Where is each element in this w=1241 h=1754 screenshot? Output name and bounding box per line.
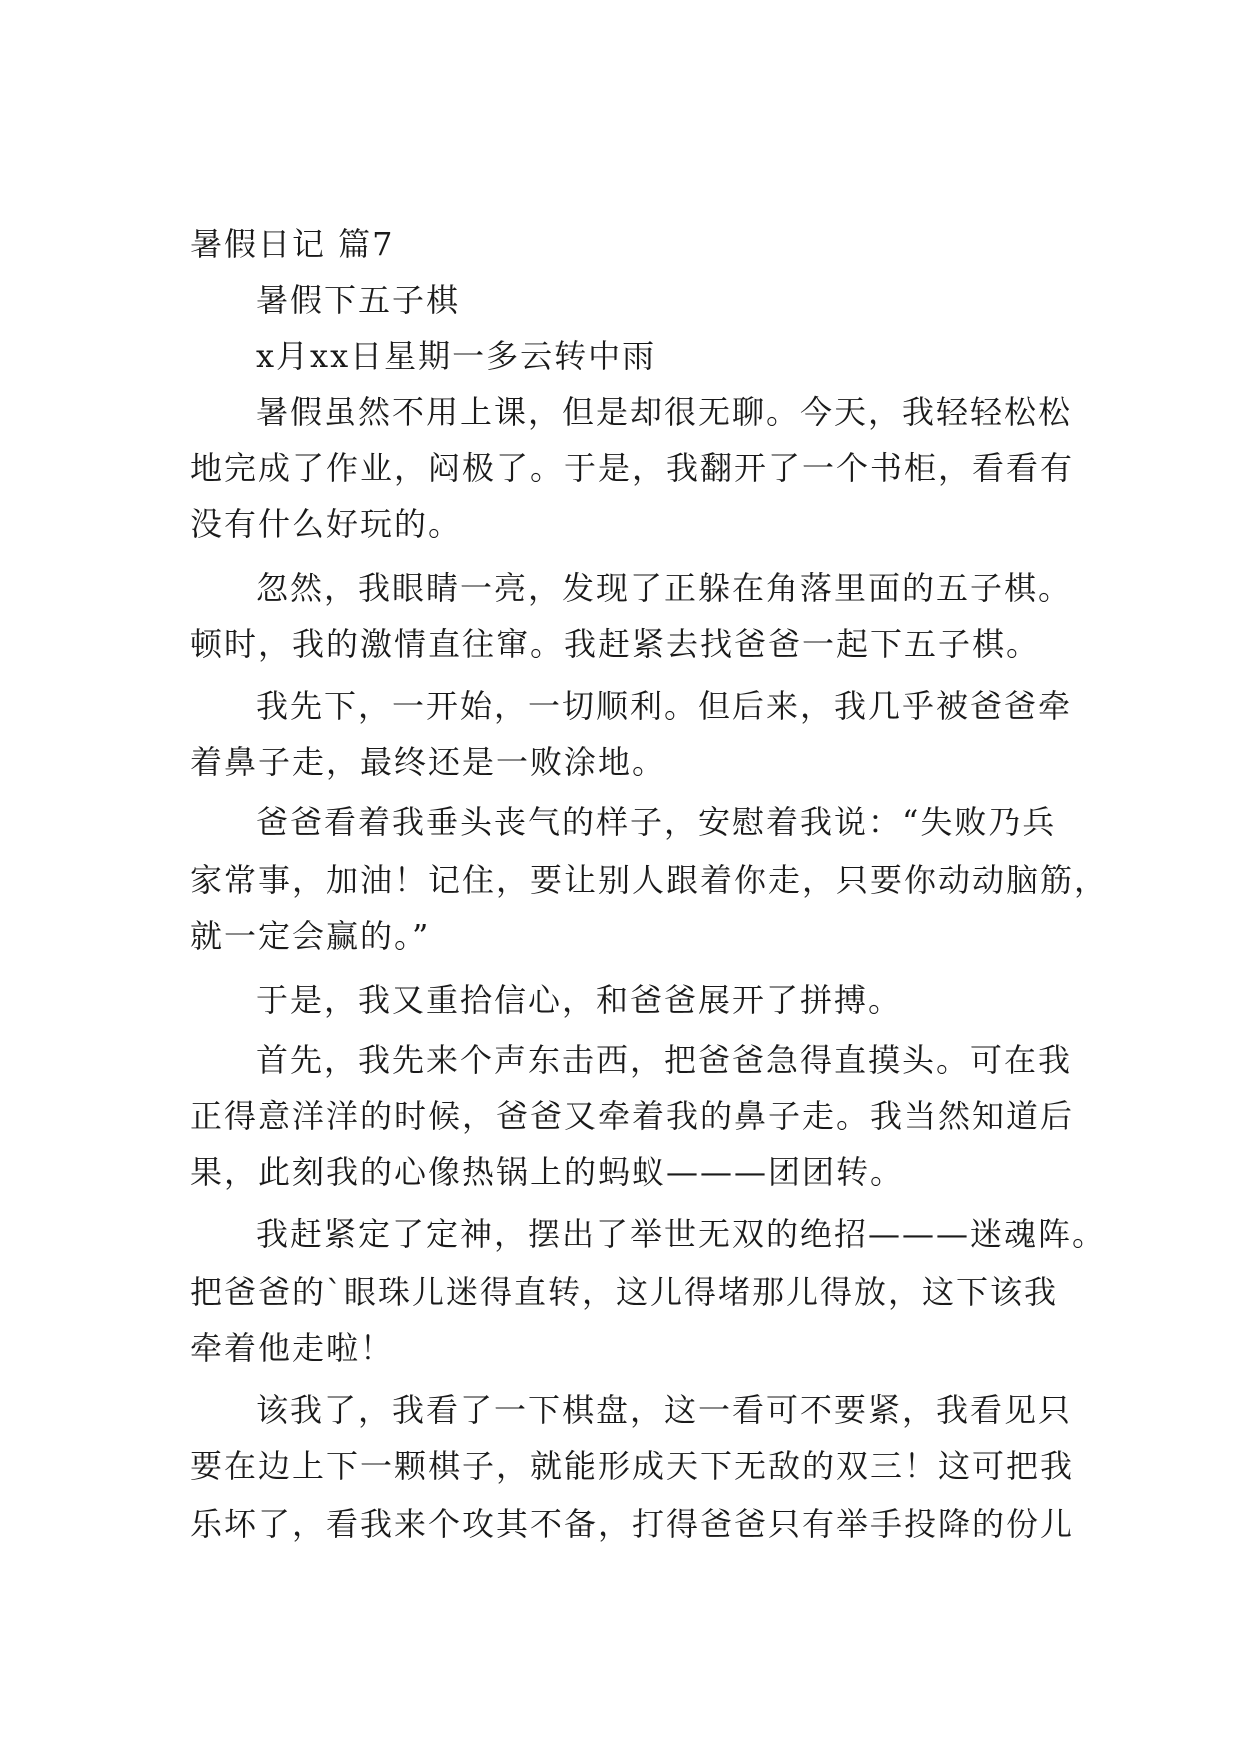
paragraph-line: 于是，我又重拾信心，和爸爸展开了拼搏。 — [256, 981, 903, 1019]
paragraph-line: 该我了，我看了一下棋盘，这一看可不要紧，我看见只 — [256, 1391, 1073, 1429]
paragraph-line: 乐坏了，看我来个攻其不备，打得爸爸只有举手投降的份儿 — [190, 1505, 1075, 1543]
paragraph-line: 没有什么好玩的。 — [190, 505, 463, 543]
paragraph-line: 着鼻子走，最终还是一败涂地。 — [190, 743, 667, 781]
paragraph-line: 果，此刻我的心像热锅上的蚂蚁———团团转。 — [190, 1153, 905, 1191]
paragraph-line: 就一定会赢的。” — [190, 917, 431, 955]
paragraph-line: 我赶紧定了定神，摆出了举世无双的绝招———迷魂阵。 — [256, 1215, 1107, 1253]
paragraph-line: 忽然，我眼睛一亮，发现了正躲在角落里面的五子棋。 — [256, 569, 1073, 607]
paragraph-line: 牵着他走啦！ — [190, 1329, 395, 1367]
paragraph-line: 我先下，一开始，一切顺利。但后来，我几乎被爸爸牵 — [256, 687, 1073, 725]
paragraph-line: 正得意洋洋的时候，爸爸又牵着我的鼻子走。我当然知道后 — [190, 1097, 1075, 1135]
paragraph-line: 把爸爸的`眼珠儿迷得直转，这儿得堵那儿得放，这下该我 — [190, 1273, 1059, 1311]
paragraph-line: 暑假虽然不用上课，但是却很无聊。今天，我轻轻松松 — [256, 393, 1073, 431]
essay-title: 暑假下五子棋 — [256, 281, 461, 319]
date-line: x月xx日星期一多云转中雨 — [256, 337, 657, 375]
paragraph-line: 爸爸看着我垂头丧气的样子，安慰着我说：“失败乃兵 — [256, 803, 1057, 841]
paragraph-line: 地完成了作业，闷极了。于是，我翻开了一个书柜，看看有 — [190, 449, 1075, 487]
paragraph-line: 顿时，我的激情直往窜。我赶紧去找爸爸一起下五子棋。 — [190, 625, 1041, 663]
paragraph-line: 要在边上下一颗棋子，就能形成天下无敌的双三！这可把我 — [190, 1447, 1075, 1485]
document-heading: 暑假日记 篇7 — [190, 225, 395, 263]
paragraph-line: 首先，我先来个声东击西，把爸爸急得直摸头。可在我 — [256, 1041, 1073, 1079]
paragraph-line: 家常事，加油！记住，要让别人跟着你走，只要你动动脑筋， — [190, 861, 1109, 899]
